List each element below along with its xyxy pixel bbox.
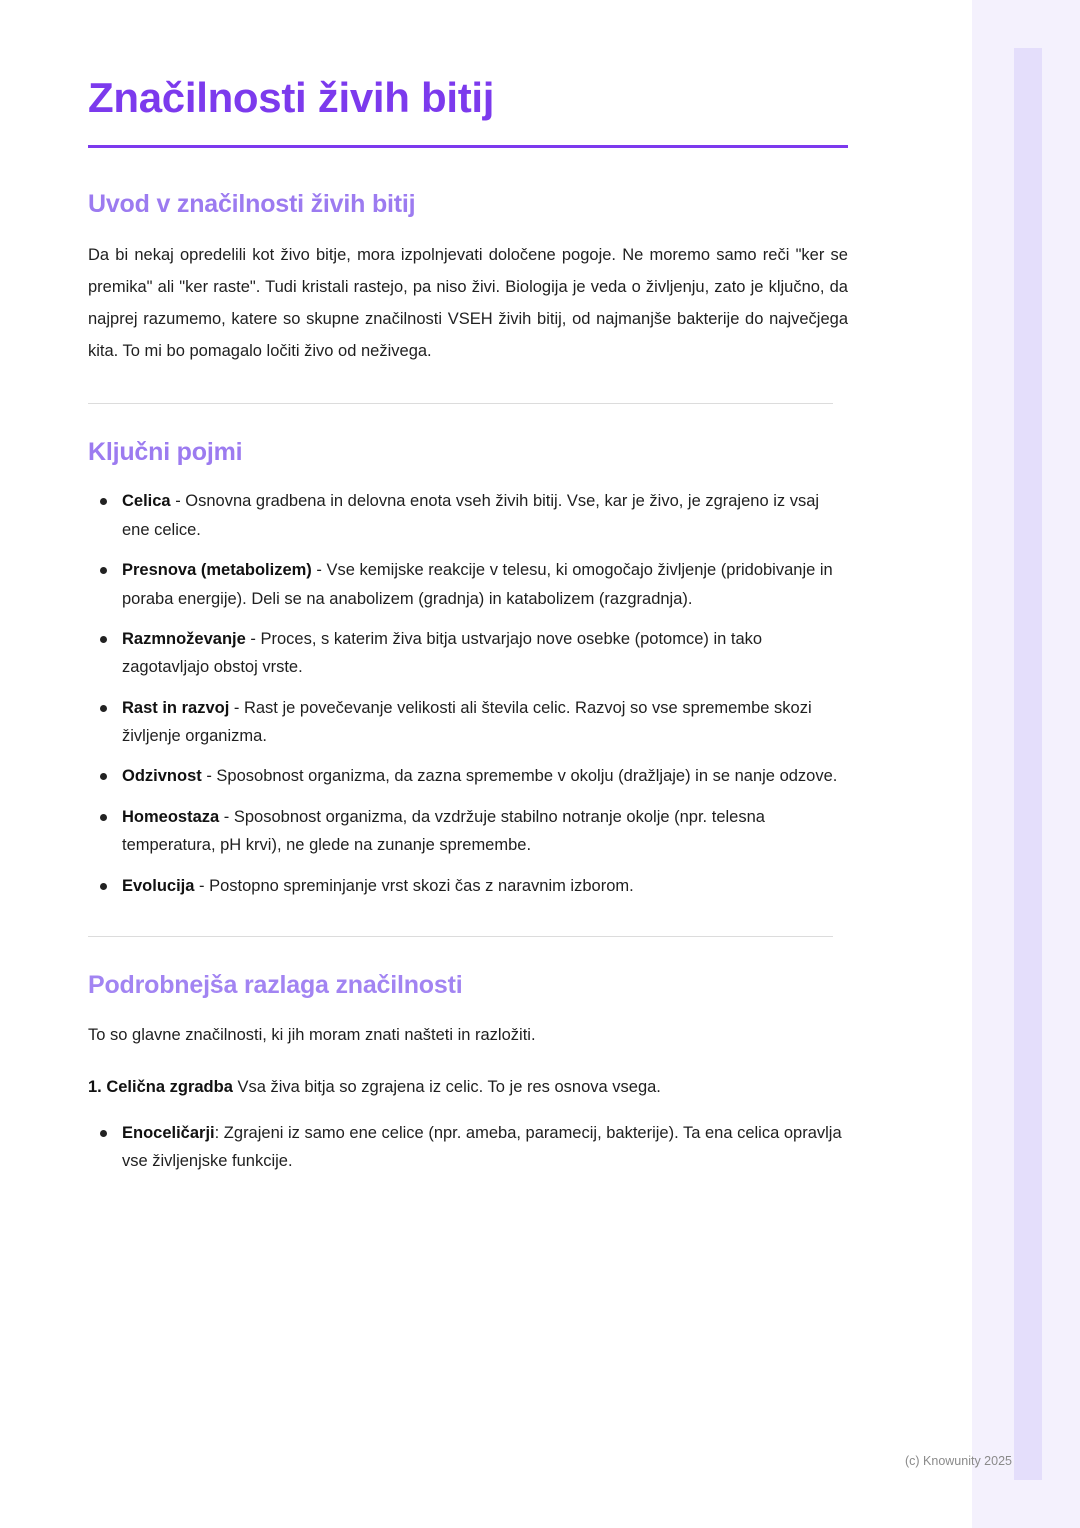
list-item xyxy=(88,694,848,751)
list-item xyxy=(88,872,848,900)
list-item xyxy=(88,556,848,613)
term-description: - Osnovna gradbena in delovna enota vseh živih bitij. Vse, kar je živo, je zgrajeno iz vsaj ene celice. xyxy=(122,492,820,539)
term-label: Rast in razvoj xyxy=(122,698,230,717)
sub-items-list xyxy=(88,1119,848,1176)
term-description: - Vse kemijske reakcije v telesu, ki omogočajo življenje (pridobivanje in poraba energije). Deli se na anabolizem (gradnja) in katabolizem (razgradnja). xyxy=(122,561,833,608)
list-item xyxy=(88,487,848,544)
term-label: Razmnoževanje xyxy=(122,629,246,648)
footer-credit: (c) Knowunity 2025 xyxy=(904,1454,1012,1468)
page-title: Značilnosti živih bitij xyxy=(88,74,495,121)
term-description: - Rast je povečevanje velikosti ali števila celic. Razvoj so vse spremembe skozi življenje organizma. xyxy=(122,698,812,746)
list-item xyxy=(88,803,848,860)
list-item xyxy=(88,762,848,790)
section-divider-2 xyxy=(88,936,833,937)
term-label: Evolucija xyxy=(122,876,195,895)
section-heading-uvod: Uvod v značilnosti živih bitij xyxy=(88,189,416,218)
term-label: Odzivnost xyxy=(122,767,202,786)
section-paragraph-uvod: Da bi nekaj opredelili kot živo bitje, mora izpolnjevati določene pogoje. Ne moremo samo reči "ker se premika" ali "ker raste". Tudi kristali rastejo, pa niso živi. Biologija je veda o življenju, zato je ključno, da najprej razumemo, katere so skupne značilnosti VSEH živih bitij, od najmanjše bakterije do največjega kita. To mi bo pomagalo ločiti živo od neživega. xyxy=(88,245,848,361)
term-description: - Sposobnost organizma, da vzdržuje stabilno notranje okolje (npr. telesna temperatura, pH krvi), ne glede na zunanje spremembe. xyxy=(122,807,765,855)
term-description: - Postopno spreminjanje vrst skozi čas z naravnim izborom. xyxy=(194,876,634,895)
list-item xyxy=(88,1119,848,1176)
key-terms-list xyxy=(88,487,848,900)
term-description: - Sposobnost organizma, da zazna spremembe v okolju (dražljaje) in se nanje odzove. xyxy=(201,767,838,786)
title-divider xyxy=(88,145,848,148)
term-description: : Zgrajeni iz samo ene celice (npr. ameba, paramecij, bakterije). Ta ena celica opravlja vse življenjske funkcije. xyxy=(122,1123,842,1171)
section-intro-podrobnejsa: To so glavne značilnosti, ki jih moram znati našteti in razložiti. xyxy=(88,1025,536,1044)
section-divider-1 xyxy=(88,403,833,404)
numbered-point-1-lead: 1. Celična zgradba xyxy=(88,1078,233,1097)
section-heading-podrobnejsa-razlaga: Podrobnejša razlaga značilnosti xyxy=(88,970,463,999)
term-label: Enoceličarji xyxy=(122,1123,215,1142)
term-label: Presnova (metabolizem) xyxy=(122,561,312,580)
numbered-point-1 xyxy=(88,1073,848,1103)
term-label: Celica xyxy=(122,492,171,511)
numbered-point-1-text: Vsa živa bitja so zgrajena iz celic. To je res osnova vsega. xyxy=(232,1078,661,1097)
section-heading-kljucni-pojmi: Ključni pojmi xyxy=(88,438,243,467)
right-accent-stripe xyxy=(1014,48,1042,1480)
document-content xyxy=(88,74,848,1188)
term-label: Homeostaza xyxy=(122,807,220,826)
list-item xyxy=(88,625,848,682)
term-description: - Proces, s katerim živa bitja ustvarjajo nove osebke (potomce) in tako zagotavljajo obstoj vrste. xyxy=(122,629,763,677)
